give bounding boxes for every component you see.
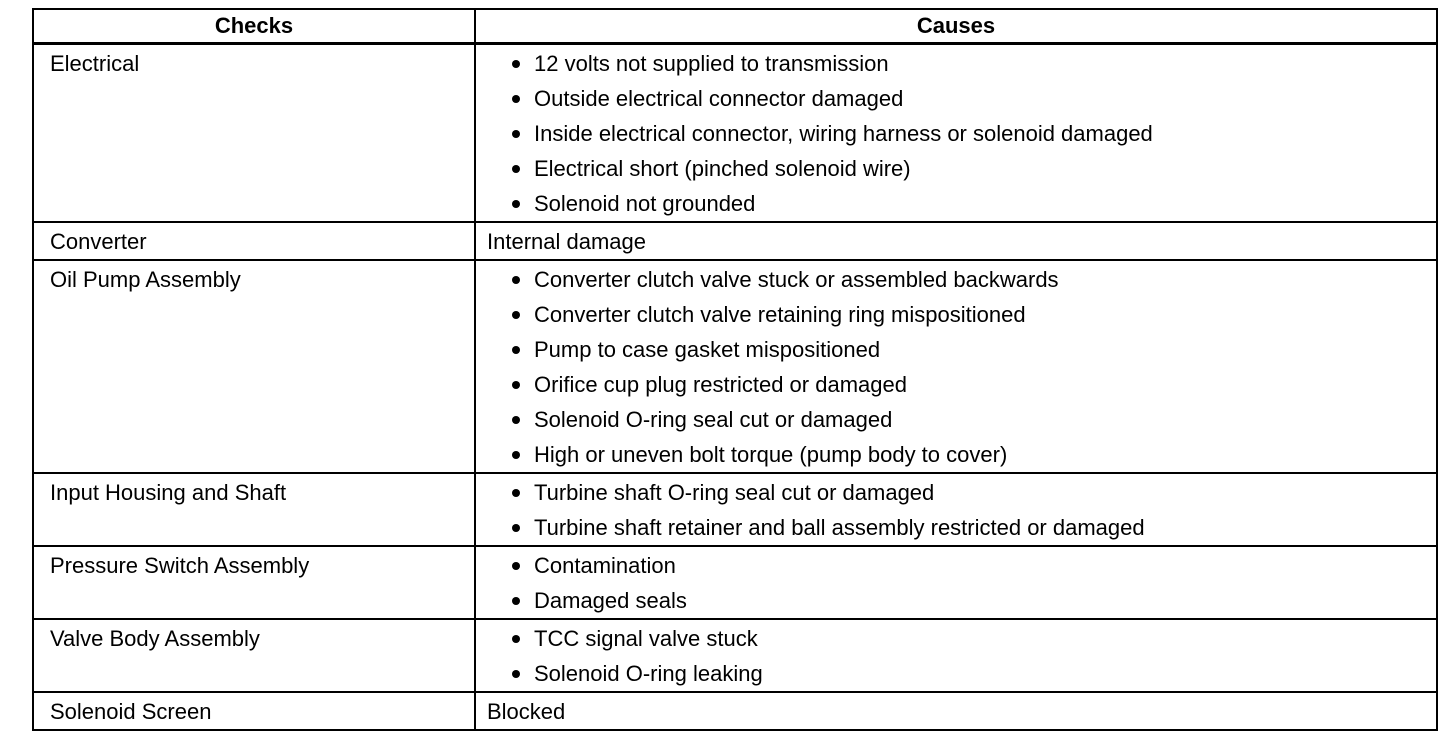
check-cell: Electrical — [33, 44, 475, 223]
cause-cell — [475, 619, 1437, 692]
cause-cell — [475, 473, 1437, 546]
cause-item: Solenoid O-ring leaking — [486, 656, 1436, 691]
cause-item: Outside electrical connector damaged — [486, 81, 1436, 116]
cause-item: Turbine shaft O-ring seal cut or damaged — [486, 475, 1436, 510]
check-cell: Oil Pump Assembly — [33, 260, 475, 473]
table-row — [33, 44, 1437, 223]
cause-list — [486, 475, 1436, 545]
table-row — [33, 473, 1437, 546]
cause-item: Converter clutch valve retaining ring mispositioned — [486, 297, 1436, 332]
cause-item: Solenoid not grounded — [486, 186, 1436, 221]
cause-item: 12 volts not supplied to transmission — [486, 46, 1436, 81]
cause-list — [486, 262, 1436, 472]
cause-item: High or uneven bolt torque (pump body to cover) — [486, 437, 1436, 472]
table-row — [33, 619, 1437, 692]
checks-causes-table — [32, 8, 1438, 731]
checks-column-header: Checks — [33, 9, 475, 44]
cause-item: Contamination — [486, 548, 1436, 583]
table-row — [33, 260, 1437, 473]
table-row — [33, 546, 1437, 619]
cause-list — [486, 548, 1436, 618]
check-cell: Solenoid Screen — [33, 692, 475, 730]
cause-cell — [475, 260, 1437, 473]
cause-item: Damaged seals — [486, 583, 1436, 618]
table-header-row — [33, 9, 1437, 44]
check-cell: Input Housing and Shaft — [33, 473, 475, 546]
causes-column-header: Causes — [475, 9, 1437, 44]
cause-item: Orifice cup plug restricted or damaged — [486, 367, 1436, 402]
table-row — [33, 222, 1437, 260]
cause-cell: Blocked — [475, 692, 1437, 730]
cause-item: Electrical short (pinched solenoid wire) — [486, 151, 1436, 186]
cause-item: Inside electrical connector, wiring harness or solenoid damaged — [486, 116, 1436, 151]
cause-item: Turbine shaft retainer and ball assembly restricted or damaged — [486, 510, 1436, 545]
table-row — [33, 692, 1437, 730]
check-cell: Valve Body Assembly — [33, 619, 475, 692]
cause-list — [486, 621, 1436, 691]
cause-item: Converter clutch valve stuck or assembled backwards — [486, 262, 1436, 297]
cause-cell: Internal damage — [475, 222, 1437, 260]
cause-cell — [475, 546, 1437, 619]
cause-item: Pump to case gasket mispositioned — [486, 332, 1436, 367]
check-cell: Pressure Switch Assembly — [33, 546, 475, 619]
check-cell: Converter — [33, 222, 475, 260]
cause-cell — [475, 44, 1437, 223]
cause-item: TCC signal valve stuck — [486, 621, 1436, 656]
cause-list — [486, 46, 1436, 221]
cause-item: Solenoid O-ring seal cut or damaged — [486, 402, 1436, 437]
